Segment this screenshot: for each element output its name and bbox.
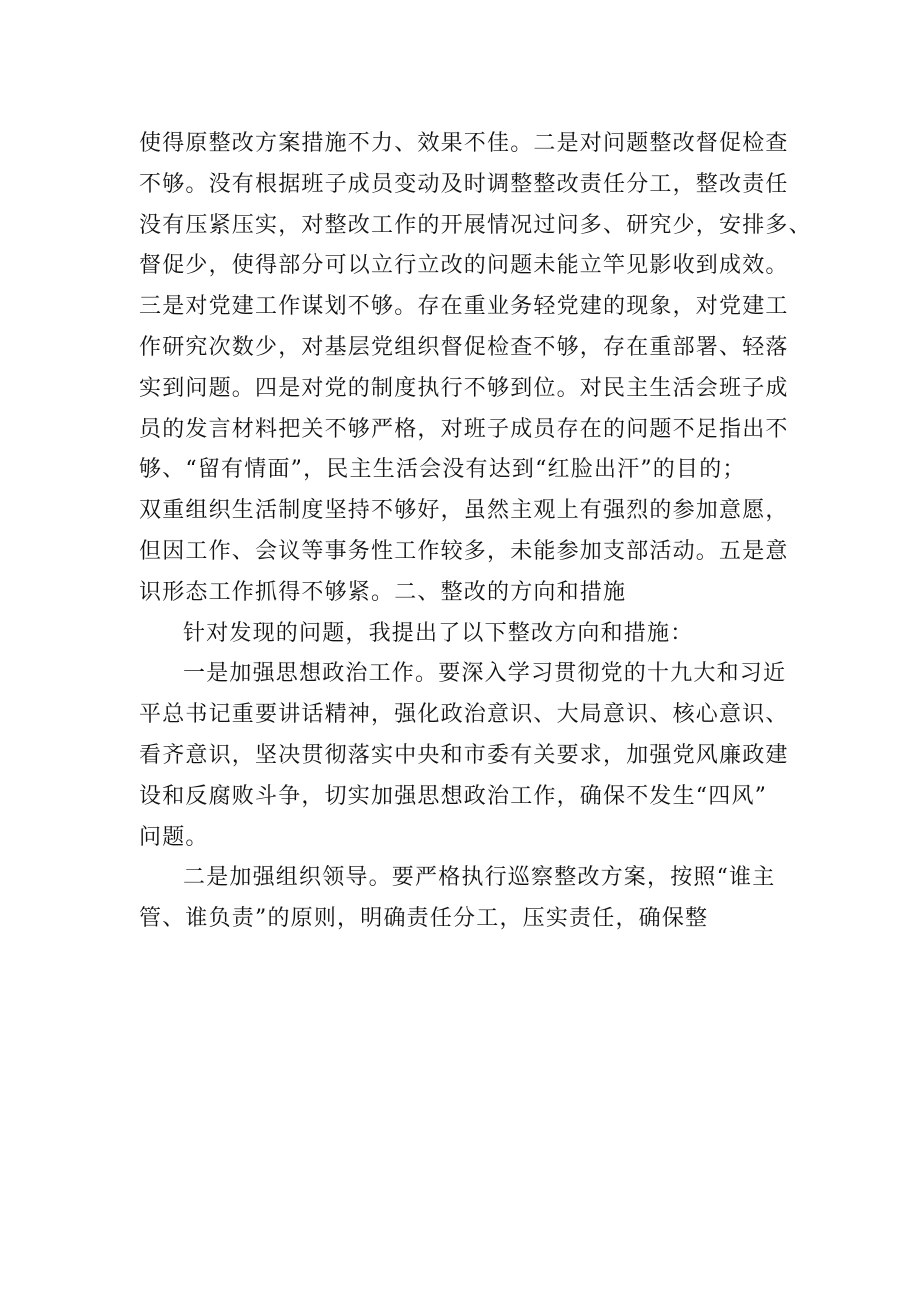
text-line: 看齐意识，坚决贯彻落实中央和市委有关要求，加强党风廉政建 [139, 742, 789, 768]
text-line: 双重组织生活制度坚持不够好，虽然主观上有强烈的参加意愿， [139, 498, 789, 524]
body-text [139, 124, 812, 940]
text-line: 员的发言材料把关不够严格，对班子成员存在的问题不足指出不 [139, 416, 789, 442]
text-line: 督促少，使得部分可以立行立改的问题未能立竿见影收到成效。 [139, 253, 789, 279]
text-line: 但因工作、会议等事务性工作较多，未能参加支部活动。五是意 [139, 538, 789, 564]
paragraph-first-measure: 一是加强思想政治工作。要深入学习贯彻党的十九大和习近 [183, 661, 787, 687]
text-line: 使得原整改方案措施不力、效果不佳。二是对问题整改督促检查 [139, 131, 789, 156]
text-line: 识形态工作抓得不够紧。二、整改的方向和措施 [139, 579, 627, 605]
text-line: 没有压紧压实，对整改工作的开展情况过问多、研究少，安排多、 [139, 212, 812, 238]
text-line: 设和反腐败斗争，切实加强思想政治工作，确保不发生“四风” [139, 783, 768, 809]
text-line: 问题。 [139, 824, 209, 850]
paragraph-second-measure: 二是加强组织领导。要严格执行巡察整改方案，按照“谁主 [183, 865, 776, 891]
text-line: 三是对党建工作谋划不够。存在重业务轻党建的现象，对党建工 [139, 294, 789, 320]
text-line: 平总书记重要讲话精神，强化政治意识、大局意识、核心意识、 [139, 702, 789, 728]
text-line: 管、谁负责”的原则，明确责任分工，压实责任，确保整 [139, 906, 709, 932]
text-line: 实到问题。四是对党的制度执行不够到位。对民主生活会班子成 [139, 375, 789, 401]
paragraph-intro: 针对发现的问题，我提出了以下整改方向和措施： [183, 620, 694, 646]
text-line: 不够。没有根据班子成员变动及时调整整改责任分工，整改责任 [139, 171, 789, 197]
text-line: 够、“留有情面”，民主生活会没有达到“红脸出汗”的目的； [139, 457, 746, 483]
text-line: 作研究次数少，对基层党组织督促检查不够，存在重部署、轻落 [139, 334, 789, 360]
